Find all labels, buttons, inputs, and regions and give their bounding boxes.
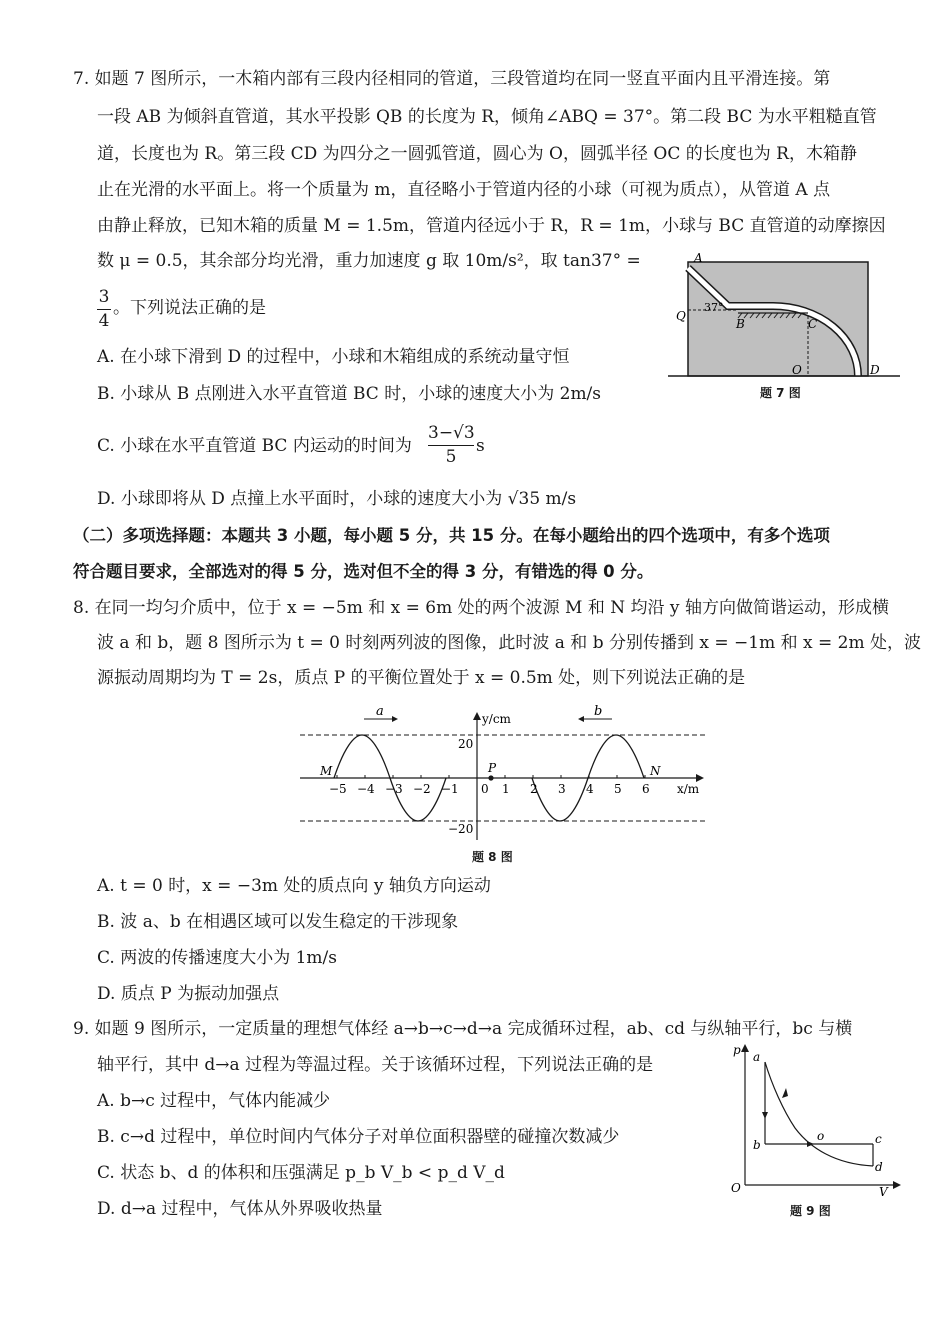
fig9-label-b: b (753, 1138, 761, 1152)
q8-line-3: 源振动周期均为 T = 2s，质点 P 的平衡位置处于 x = 0.5m 处，则下列说法正确的是 (97, 668, 746, 688)
fig7-label-d: D (870, 363, 880, 377)
q8-option-d: D. 质点 P 为振动加强点 (97, 984, 280, 1004)
fig9-label-o: o (817, 1129, 825, 1143)
fig9-caption: 题 9 图 (790, 1204, 831, 1218)
fig7-label-a: A (694, 251, 703, 265)
q9-option-d: D. d→a 过程中，气体从外界吸收热量 (97, 1199, 383, 1219)
q9-option-b: B. c→d 过程中，单位时间内气体分子对单位面积器壁的碰撞次数减少 (97, 1127, 620, 1147)
q9-line-2: 轴平行，其中 d→a 过程为等温过程。关于该循环过程，下列说法正确的是 (97, 1055, 654, 1075)
q7-fraction-bar (97, 309, 111, 310)
fig7-label-o: O (792, 363, 802, 377)
fig8-y-bottom: −20 (448, 822, 474, 836)
q9-line-1: 9. 如题 9 图所示，一定质量的理想气体经 a→b→c→d→a 完成循环过程，ab、cd 与纵轴平行，bc 与横 (73, 1019, 853, 1039)
q9-option-a: A. b→c 过程中，气体内能减少 (97, 1091, 331, 1111)
fig9-label-origin: O (731, 1181, 741, 1195)
fig7-label-c: C (808, 317, 818, 331)
fig9-label-v: V (879, 1185, 888, 1199)
fig8-tick-label: 4 (586, 782, 594, 796)
fig8-label-m: M (320, 764, 333, 778)
fig8-tick-label: 0 (481, 782, 489, 796)
q7-option-c-bar (428, 445, 474, 446)
fig8-tick-label: −2 (413, 782, 431, 796)
fig8-y-top: 20 (458, 737, 474, 751)
q7-option-c-unit: s (476, 436, 485, 456)
section2-line-2: 符合题目要求，全部选对的得 5 分，选对但不全的得 3 分，有错选的得 0 分。 (73, 562, 654, 581)
fig7-label-q: Q (676, 309, 686, 323)
figure-8 (292, 700, 712, 845)
fig8-point-p (488, 775, 493, 780)
fig8-label-n: N (650, 764, 661, 778)
fig7-label-b: B (736, 317, 745, 331)
fig8-arrow-b-head (578, 716, 584, 722)
fig8-tick-label: 1 (502, 782, 510, 796)
fig9-label-d: d (875, 1160, 883, 1174)
q9-option-c: C. 状态 b、d 的体积和压强满足 p_b V_b < p_d V_d (97, 1163, 505, 1183)
q7-fraction (97, 289, 111, 330)
fig8-arrow-a-head (392, 716, 398, 722)
fig8-tick-label: −3 (385, 782, 403, 796)
q8-line-2: 波 a 和 b，题 8 图所示为 t = 0 时刻两列波的图像，此时波 a 和 b 分别传播到 x = −1m 和 x = 2m 处，波 (97, 633, 922, 653)
fig9-label-p: p (733, 1043, 741, 1057)
fig8-tick-label: −5 (329, 782, 347, 796)
fig8-y-arrow (473, 712, 481, 720)
fig7-box (688, 262, 868, 376)
q8-option-c: C. 两波的传播速度大小为 1m/s (97, 948, 338, 968)
fig8-caption: 题 8 图 (472, 850, 513, 864)
fig8-x-label: x/m (677, 782, 700, 796)
fig8-tick-label: 5 (614, 782, 622, 796)
fig9-curve-da (765, 1062, 873, 1166)
fig9-arrow-da (782, 1088, 788, 1098)
q7-option-b: B. 小球从 B 点刚进入水平直管道 BC 时，小球的速度大小为 2m/s (97, 384, 602, 404)
figure-9 (725, 1040, 905, 1200)
fig8-x-arrow (696, 774, 704, 782)
q7-fraction-tail: 。下列说法正确的是 (113, 298, 266, 318)
fig8-tick-label: 2 (530, 782, 538, 796)
fig8-y-label: y/cm (482, 712, 511, 726)
fig8-label-b: b (594, 704, 603, 719)
q8-line-1: 8. 在同一均匀介质中，位于 x = −5m 和 x = 6m 处的两个波源 M 和 N 均沿 y 轴方向做简谐运动，形成横 (73, 598, 889, 618)
fig8-tick-label: −4 (357, 782, 375, 796)
q7-option-c-text: C. 小球在水平直管道 BC 内运动的时间为 (97, 436, 412, 456)
q7-fraction-den: 4 (98, 311, 110, 331)
fig8-tick-label: 6 (642, 782, 650, 796)
figure-7 (668, 248, 903, 382)
q8-option-a: A. t = 0 时，x = −3m 处的质点向 y 轴负方向运动 (97, 876, 491, 896)
q7-option-a: A. 在小球下滑到 D 的过程中，小球和木箱组成的系统动量守恒 (97, 347, 570, 367)
section2-line-1: （二）多项选择题：本题共 3 小题，每小题 5 分，共 15 分。在每小题给出的四个选项中，有多个选项 (73, 526, 830, 545)
fig8-tick-label: −1 (441, 782, 459, 796)
fig8-tick-label: 3 (558, 782, 566, 796)
q8-option-b: B. 波 a、b 在相遇区域可以发生稳定的干涉现象 (97, 912, 459, 932)
q7-line-5: 由静止释放，已知木箱的质量 M = 1.5m，管道内径远小于 R，R = 1m，小球与 BC 直管道的动摩擦因 (97, 216, 886, 236)
q7-option-c-num: 3−√3 (428, 423, 475, 443)
q7-fraction-num: 3 (98, 287, 110, 307)
fig9-label-c: c (875, 1132, 882, 1146)
fig8-label-a: a (376, 704, 384, 719)
q7-line-3: 道，长度也为 R。第三段 CD 为四分之一圆弧管道，圆心为 O，圆弧半径 OC 的长度也为 R，木箱静 (97, 144, 857, 164)
q7-option-c-den: 5 (445, 447, 457, 467)
fig9-p-arrow (741, 1044, 749, 1052)
q7-line-4: 止在光滑的水平面上。将一个质量为 m，直径略小于管道内径的小球（可视为质点），从管道 A 点 (97, 180, 831, 200)
fig9-label-a: a (753, 1050, 761, 1064)
fig9-arrow-ab (762, 1112, 768, 1119)
q7-line-2: 一段 AB 为倾斜直管道，其水平投影 QB 的长度为 R，倾角∠ABQ = 37°。第二段 BC 为水平粗糙直管 (97, 107, 877, 127)
fig8-label-p: P (488, 761, 497, 775)
q7-line-1: 7. 如题 7 图所示，一木箱内部有三段内径相同的管道，三段管道均在同一竖直平面内且平滑连接。第 (73, 69, 831, 89)
q7-line-6: 数 μ = 0.5，其余部分均光滑，重力加速度 g 取 10m/s²，取 tan37° = (97, 251, 641, 271)
q7-option-d: D. 小球即将从 D 点撞上水平面时，小球的速度大小为 √35 m/s (97, 489, 577, 509)
fig7-caption: 题 7 图 (760, 386, 801, 400)
fig9-v-arrow (893, 1181, 901, 1189)
fig7-label-angle: 37° (704, 301, 724, 314)
q7-option-c-fraction (428, 425, 474, 466)
